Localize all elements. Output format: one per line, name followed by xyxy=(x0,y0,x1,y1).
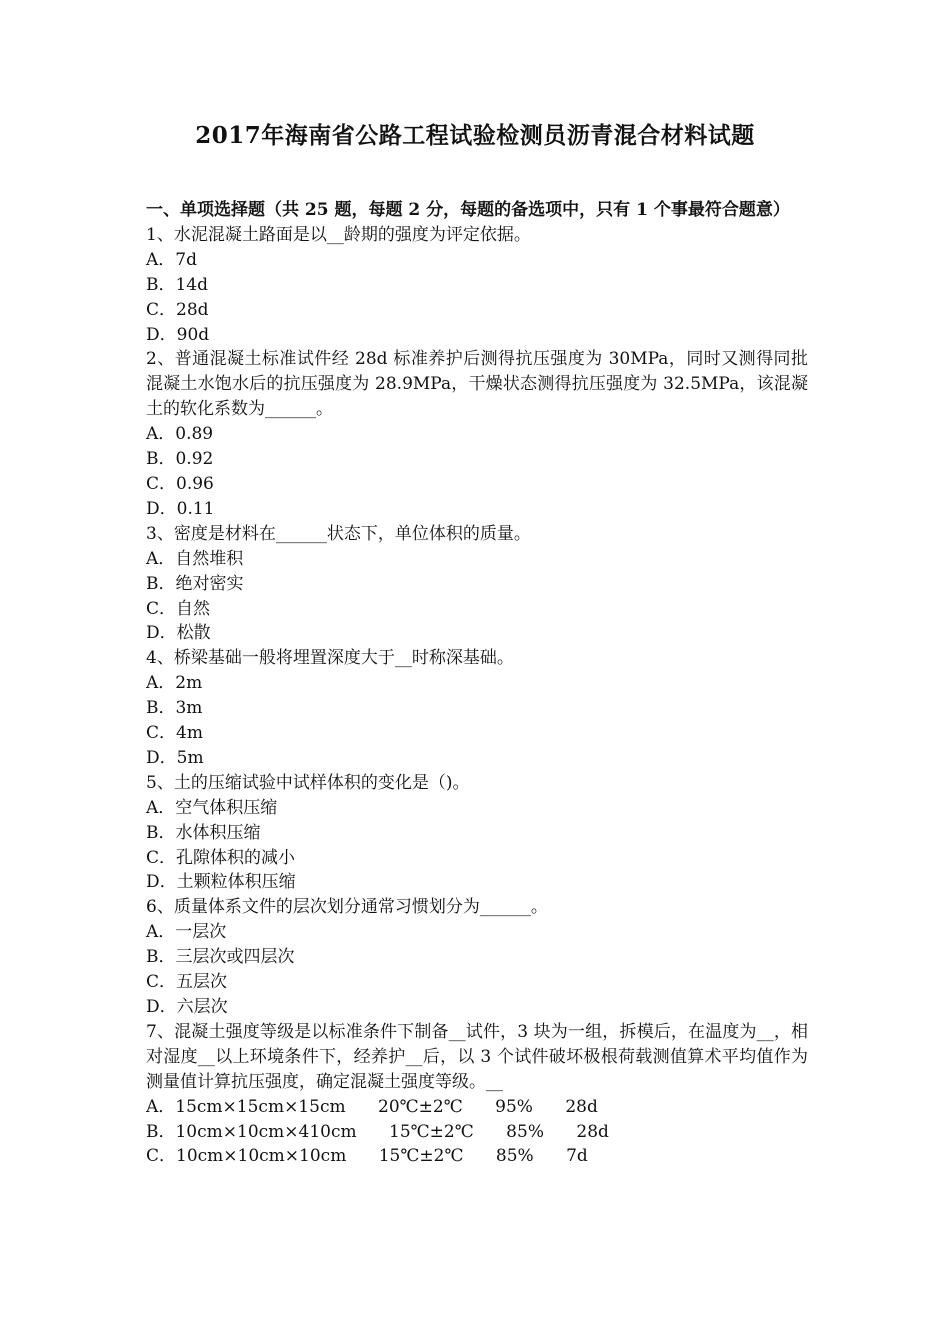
question-3 xyxy=(146,522,808,647)
option-c: C．0.96 xyxy=(146,473,214,494)
option-a: A．7d xyxy=(146,249,197,270)
option-a: A．自然堆积 xyxy=(146,548,244,569)
option-b: B．水体积压缩 xyxy=(146,822,261,843)
section-header: 一、单项选择题（共 25 题，每题 2 分，每题的备选项中，只有 1 个事最符合题意） xyxy=(146,200,790,220)
question-stem: 5、土的压缩试验中试样体积的变化是（)。 xyxy=(146,772,470,793)
option-d: D．松散 xyxy=(146,623,211,644)
option-c: C．28d xyxy=(146,299,209,320)
document-body xyxy=(146,198,808,1169)
question-1 xyxy=(146,223,808,348)
question-6 xyxy=(146,895,808,1020)
option-a: A．一层次 xyxy=(146,922,227,943)
option-b: B．0.92 xyxy=(146,449,214,470)
option-a: A．15cm×15cm×15cm 20℃±2℃ 95% 28d xyxy=(146,1096,598,1117)
option-d: D．土颗粒体积压缩 xyxy=(146,872,296,893)
option-d: D．90d xyxy=(146,324,210,345)
option-c: C．孔隙体积的减小 xyxy=(146,847,296,868)
question-4 xyxy=(146,646,808,771)
option-c: C．10cm×10cm×10cm 15℃±2℃ 85% 7d xyxy=(146,1146,588,1167)
document-title: 2017年海南省公路工程试验检测员沥青混合材料试题 xyxy=(195,122,755,149)
option-a: A．0.89 xyxy=(146,424,214,445)
question-stem: 1、水泥混凝土路面是以__龄期的强度为评定依据。 xyxy=(146,224,531,245)
question-stem: 3、密度是材料在______状态下，单位体积的质量。 xyxy=(146,523,531,544)
option-b: B．3m xyxy=(146,698,203,719)
option-d: D．0.11 xyxy=(146,498,215,519)
question-7 xyxy=(146,1020,808,1169)
option-b: B．10cm×10cm×410cm 15℃±2℃ 85% 28d xyxy=(146,1121,609,1142)
option-b: B．三层次或四层次 xyxy=(146,947,295,968)
option-d: D．六层次 xyxy=(146,997,228,1017)
question-stem: 2、普通混凝土标准试件经 28d 标准养护后测得抗压强度为 30MPa，同时又测得同批混凝土水饱水后的抗压强度为 28.9MPa，干燥状态测得抗压强度为 32.5MPa，该混凝土的软化系数为______。 xyxy=(146,349,808,420)
option-a: A．2m xyxy=(146,673,203,694)
option-c: C．4m xyxy=(146,723,203,744)
question-5 xyxy=(146,771,808,896)
option-c: C．五层次 xyxy=(146,972,228,993)
option-b: B．14d xyxy=(146,274,209,295)
option-c: C．自然 xyxy=(146,598,211,619)
option-a: A．空气体积压缩 xyxy=(146,797,278,818)
question-stem: 4、桥梁基础一般将埋置深度大于__时称深基础。 xyxy=(146,648,514,669)
question-2 xyxy=(146,347,808,521)
question-stem: 7、混凝土强度等级是以标准条件下制备__试件，3 块为一组，拆模后，在温度为__，相对湿度__以上环境条件下，经养护__后，以 3 个试件破坏极根荷载测值算术平均值作为测量值计算抗压强度，确定混凝土强度等级。__ xyxy=(146,1021,808,1092)
option-d: D．5m xyxy=(146,747,204,768)
option-b: B．绝对密实 xyxy=(146,573,244,594)
question-stem: 6、质量体系文件的层次划分通常习惯划分为______。 xyxy=(146,897,548,918)
